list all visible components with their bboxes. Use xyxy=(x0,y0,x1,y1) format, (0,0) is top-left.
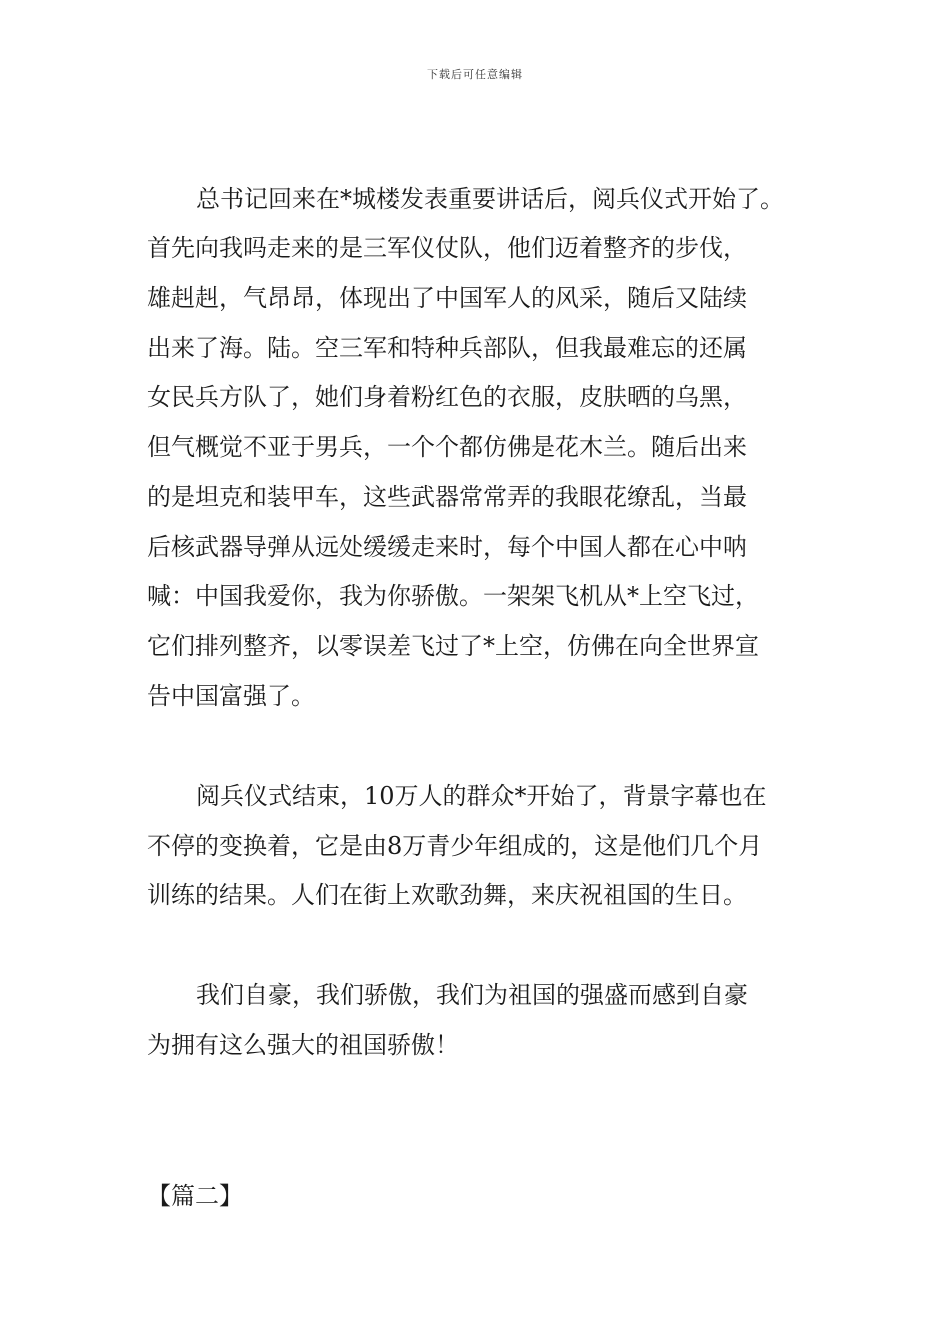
section-heading: 【篇二】 xyxy=(147,1182,243,1210)
paragraph-1-line-6: 但气概觉不亚于男兵，一个个都仿佛是花木兰。随后出来 xyxy=(147,433,747,461)
paragraph-1-line-2: 首先向我吗走来的是三军仪仗队，他们迈着整齐的步伐， xyxy=(147,234,747,262)
paragraph-1-line-11: 告中国富强了。 xyxy=(147,682,315,710)
paragraph-3-line-2: 为拥有这么强大的祖国骄傲！ xyxy=(147,1031,459,1059)
paragraph-2-line-2: 不停的变换着，它是由8万青少年组成的，这是他们几个月 xyxy=(147,832,763,860)
paragraph-1-line-9: 喊：中国我爱你，我为你骄傲。一架架飞机从*上空飞过， xyxy=(147,582,759,610)
paragraph-2-line-1: 阅兵仪式结束，10万人的群众*开始了，背景字幕也在 xyxy=(196,782,767,810)
paragraph-1-line-4: 出来了海。陆。空三军和特种兵部队，但我最难忘的还属 xyxy=(147,334,747,362)
paragraph-1-line-8: 后核武器导弹从远处缓缓走来时，每个中国人都在心中呐 xyxy=(147,533,747,561)
paragraph-1-line-1: 总书记回来在*城楼发表重要讲话后，阅兵仪式开始了。 xyxy=(196,185,784,213)
paragraph-3-line-1: 我们自豪，我们骄傲，我们为祖国的强盛而感到自豪 xyxy=(196,981,748,1009)
paragraph-1-line-5: 女民兵方队了，她们身着粉红色的衣服，皮肤晒的乌黑， xyxy=(147,383,747,411)
paragraph-1-line-3: 雄赳赳，气昂昂，体现出了中国军人的风采，随后又陆续 xyxy=(147,284,747,312)
header-note: 下载后可任意编辑 xyxy=(427,68,523,81)
paragraph-1-line-7: 的是坦克和装甲车，这些武器常常弄的我眼花缭乱，当最 xyxy=(147,483,747,511)
paragraph-2-line-3: 训练的结果。人们在街上欢歌劲舞，来庆祝祖国的生日。 xyxy=(147,881,747,909)
paragraph-1-line-10: 它们排列整齐，以零误差飞过了*上空，仿佛在向全世界宣 xyxy=(147,632,759,660)
